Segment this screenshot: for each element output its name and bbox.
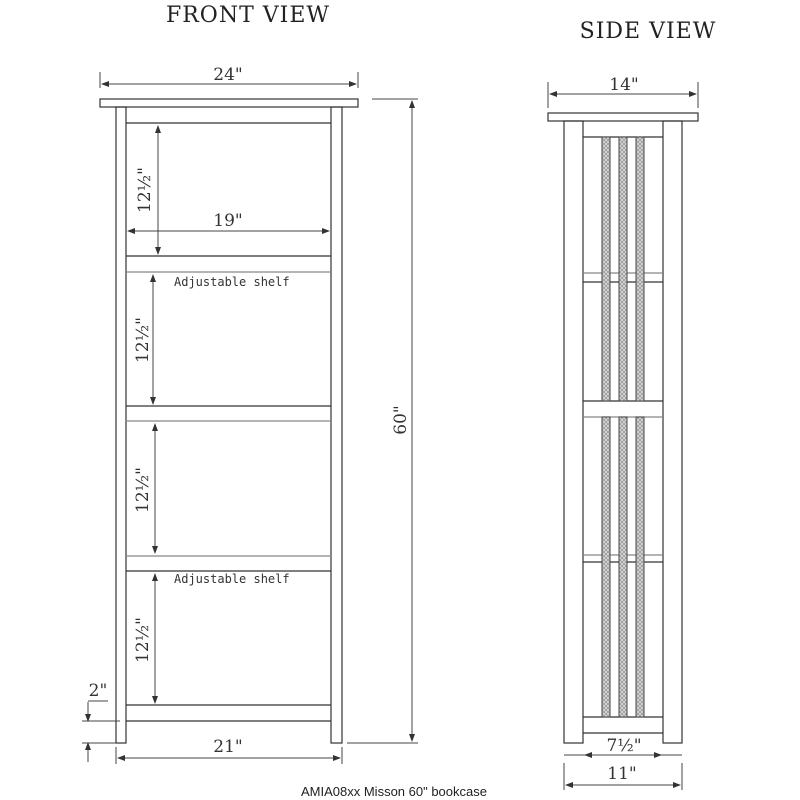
top-depth-label: 14" bbox=[609, 75, 639, 95]
mission-slats bbox=[602, 137, 644, 717]
inner-depth-label: 7½" bbox=[606, 736, 642, 756]
side-view bbox=[548, 19, 716, 790]
base-width-label: 21" bbox=[213, 737, 243, 757]
front-view-title: FRONT VIEW bbox=[165, 3, 331, 28]
height-label: 60" bbox=[391, 405, 411, 435]
top-board bbox=[100, 99, 358, 107]
bottom-rail-label: 2" bbox=[88, 681, 108, 701]
left-leg bbox=[116, 107, 126, 743]
shelf-spacing-3: 12½" bbox=[133, 467, 153, 513]
shelf-spacing-1: 12½" bbox=[135, 167, 155, 213]
front-leg bbox=[564, 121, 583, 743]
base-depth-label: 11" bbox=[607, 764, 637, 784]
shelf-spacing-4: 12½" bbox=[133, 617, 153, 663]
inner-width-label: 19" bbox=[213, 211, 243, 231]
shelves bbox=[126, 256, 331, 721]
drawing-caption: AMIA08xx Misson 60" bookcase bbox=[301, 784, 487, 799]
right-leg bbox=[331, 107, 342, 743]
adjustable-shelf-note-2: Adjustable shelf bbox=[174, 572, 290, 586]
side-view-title: SIDE VIEW bbox=[579, 19, 717, 44]
front-view bbox=[82, 3, 418, 764]
adjustable-shelf-note-1: Adjustable shelf bbox=[174, 275, 290, 289]
side-top-board bbox=[548, 113, 698, 121]
overall-width-label: 24" bbox=[213, 65, 243, 85]
back-leg bbox=[663, 121, 682, 743]
shelf-spacing-2: 12½" bbox=[133, 317, 153, 363]
